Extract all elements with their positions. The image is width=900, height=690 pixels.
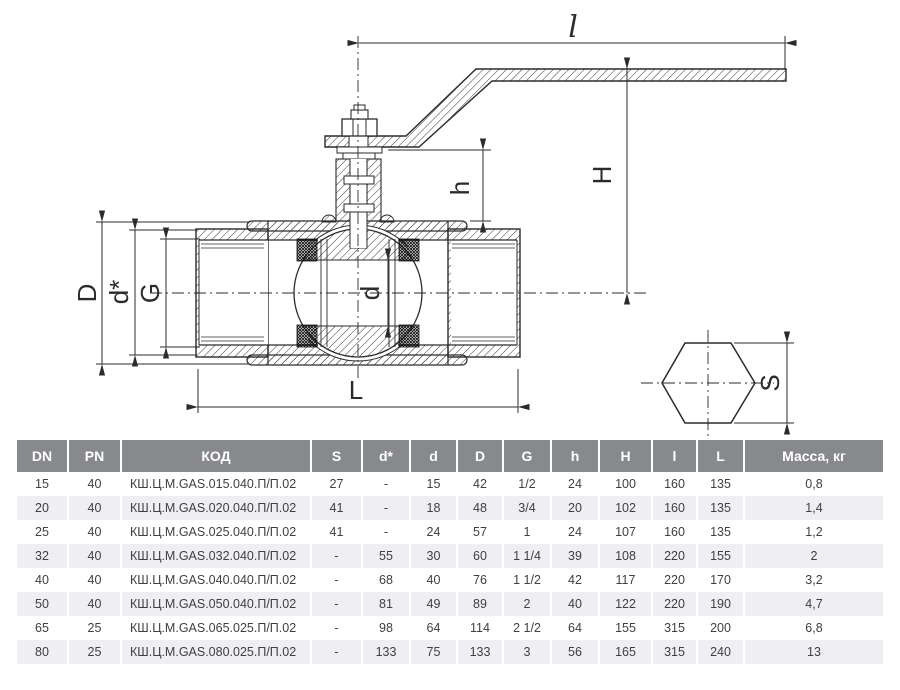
table-cell: 2	[745, 544, 883, 568]
table-cell: 40	[69, 544, 120, 568]
table-cell: -	[312, 640, 361, 664]
dim-label-d: d	[354, 285, 385, 301]
table-row	[17, 592, 883, 616]
packing-ring-lower	[344, 204, 374, 212]
table-cell: 64	[411, 616, 456, 640]
table-cell: 55	[363, 544, 409, 568]
table-cell: 135	[698, 472, 743, 496]
column-header: h	[552, 440, 598, 472]
dim-label-H: H	[587, 165, 617, 185]
table-cell: 56	[552, 640, 598, 664]
column-header: L	[698, 440, 743, 472]
table-cell: 133	[363, 640, 409, 664]
column-header: H	[600, 440, 651, 472]
dim-label-d-star: d*	[103, 279, 134, 305]
table-cell: 41	[312, 520, 361, 544]
table-cell: 68	[363, 568, 409, 592]
table-cell: 315	[653, 640, 696, 664]
table-cell: 40	[69, 472, 120, 496]
table-cell: 32	[17, 544, 67, 568]
table-cell: 1 1/4	[504, 544, 550, 568]
dim-label-G: G	[134, 282, 165, 304]
table-cell: КШ.Ц.М.GAS.025.040.П/П.02	[122, 520, 310, 544]
table-cell: 20	[17, 496, 67, 520]
table-cell: 1,4	[745, 496, 883, 520]
table-cell: 13	[745, 640, 883, 664]
table-row	[17, 472, 883, 496]
table-cell: 3	[504, 640, 550, 664]
table-cell: 107	[600, 520, 651, 544]
table-cell: 49	[411, 592, 456, 616]
table-cell: 1	[504, 520, 550, 544]
table-cell: 24	[552, 520, 598, 544]
dim-label-D: D	[71, 283, 102, 303]
packing-ring-upper	[344, 176, 374, 184]
dim-label-h: h	[445, 180, 475, 196]
table-cell: 18	[411, 496, 456, 520]
table-cell: 1 1/2	[504, 568, 550, 592]
table-cell: 40	[69, 592, 120, 616]
column-header: G	[504, 440, 550, 472]
table-cell: КШ.Ц.М.GAS.015.040.П/П.02	[122, 472, 310, 496]
table-cell: 108	[600, 544, 651, 568]
table-cell: 0,8	[745, 472, 883, 496]
table-cell: -	[363, 520, 409, 544]
table-cell: 117	[600, 568, 651, 592]
table-body	[17, 472, 883, 664]
column-header: КОД	[122, 440, 310, 472]
table-cell: КШ.Ц.М.GAS.080.025.П/П.02	[122, 640, 310, 664]
column-header: l	[653, 440, 696, 472]
dim-label-l: l	[568, 10, 578, 45]
table-cell: 15	[17, 472, 67, 496]
table-cell: 1/2	[504, 472, 550, 496]
table-cell: 25	[69, 616, 120, 640]
table-row	[17, 568, 883, 592]
table-cell: -	[363, 496, 409, 520]
column-header: PN	[69, 440, 120, 472]
table-cell: 1,2	[745, 520, 883, 544]
table-cell: 39	[552, 544, 598, 568]
column-header: DN	[17, 440, 67, 472]
table-cell: 6,8	[745, 616, 883, 640]
table-cell: 3/4	[504, 496, 550, 520]
table-cell: 89	[458, 592, 502, 616]
table-cell: 80	[17, 640, 67, 664]
table-cell: 60	[458, 544, 502, 568]
hex-end-view	[641, 330, 794, 436]
table-cell: 160	[653, 520, 696, 544]
table-cell: 190	[698, 592, 743, 616]
table-cell: 40	[17, 568, 67, 592]
table-cell: 315	[653, 616, 696, 640]
table-cell: 135	[698, 496, 743, 520]
column-header: Масса, кг	[745, 440, 883, 472]
table-cell: 42	[458, 472, 502, 496]
column-header: d*	[363, 440, 409, 472]
table-cell: КШ.Ц.М.GAS.050.040.П/П.02	[122, 592, 310, 616]
table-cell: 240	[698, 640, 743, 664]
table-cell: 160	[653, 496, 696, 520]
table-cell: 100	[600, 472, 651, 496]
table-cell: 40	[69, 520, 120, 544]
table-cell: 20	[552, 496, 598, 520]
header-row	[17, 440, 883, 472]
table-cell: 27	[312, 472, 361, 496]
table-cell: 155	[600, 616, 651, 640]
table-cell: 200	[698, 616, 743, 640]
spec-table	[15, 440, 885, 664]
table-cell: 40	[69, 496, 120, 520]
table-cell: 3,2	[745, 568, 883, 592]
table-cell: 165	[600, 640, 651, 664]
table-cell: 133	[458, 640, 502, 664]
table-cell: 155	[698, 544, 743, 568]
table-row	[17, 640, 883, 664]
table-cell: 40	[552, 592, 598, 616]
table-cell: 42	[552, 568, 598, 592]
table-cell: 4,7	[745, 592, 883, 616]
table-cell: 24	[411, 520, 456, 544]
table-cell: 50	[17, 592, 67, 616]
table-cell: 76	[458, 568, 502, 592]
table-cell: 160	[653, 472, 696, 496]
table-cell: КШ.Ц.М.GAS.065.025.П/П.02	[122, 616, 310, 640]
table-cell: 41	[312, 496, 361, 520]
table-cell: 81	[363, 592, 409, 616]
dim-label-S: S	[754, 374, 785, 392]
table-cell: 15	[411, 472, 456, 496]
table-cell: -	[312, 616, 361, 640]
table-row	[17, 520, 883, 544]
table-row	[17, 496, 883, 520]
table-cell: 122	[600, 592, 651, 616]
stem-nut	[342, 119, 377, 136]
table-cell: 48	[458, 496, 502, 520]
table-cell: -	[312, 592, 361, 616]
table-cell: -	[363, 472, 409, 496]
table-cell: 57	[458, 520, 502, 544]
column-header: D	[458, 440, 502, 472]
table-cell: 220	[653, 592, 696, 616]
table-cell: 65	[17, 616, 67, 640]
column-header: d	[411, 440, 456, 472]
handle-lever	[325, 69, 786, 147]
table-cell: 64	[552, 616, 598, 640]
table-cell: 25	[17, 520, 67, 544]
table-cell: 114	[458, 616, 502, 640]
table-cell: 40	[411, 568, 456, 592]
column-header: S	[312, 440, 361, 472]
dim-label-L: L	[348, 375, 364, 405]
table-cell: -	[312, 544, 361, 568]
table-cell: 30	[411, 544, 456, 568]
table-cell: 75	[411, 640, 456, 664]
table-cell: 25	[69, 640, 120, 664]
table-cell: 102	[600, 496, 651, 520]
table-cell: КШ.Ц.М.GAS.032.040.П/П.02	[122, 544, 310, 568]
table-cell: 220	[653, 568, 696, 592]
table-cell: 220	[653, 544, 696, 568]
table-cell: 135	[698, 520, 743, 544]
table-cell: КШ.Ц.М.GAS.040.040.П/П.02	[122, 568, 310, 592]
table-cell: КШ.Ц.М.GAS.020.040.П/П.02	[122, 496, 310, 520]
table-cell: 170	[698, 568, 743, 592]
table-cell: 24	[552, 472, 598, 496]
table-cell: 40	[69, 568, 120, 592]
table-cell: 98	[363, 616, 409, 640]
table-row	[17, 616, 883, 640]
table-cell: 2 1/2	[504, 616, 550, 640]
table-cell: -	[312, 568, 361, 592]
table-cell: 2	[504, 592, 550, 616]
table-row	[17, 544, 883, 568]
